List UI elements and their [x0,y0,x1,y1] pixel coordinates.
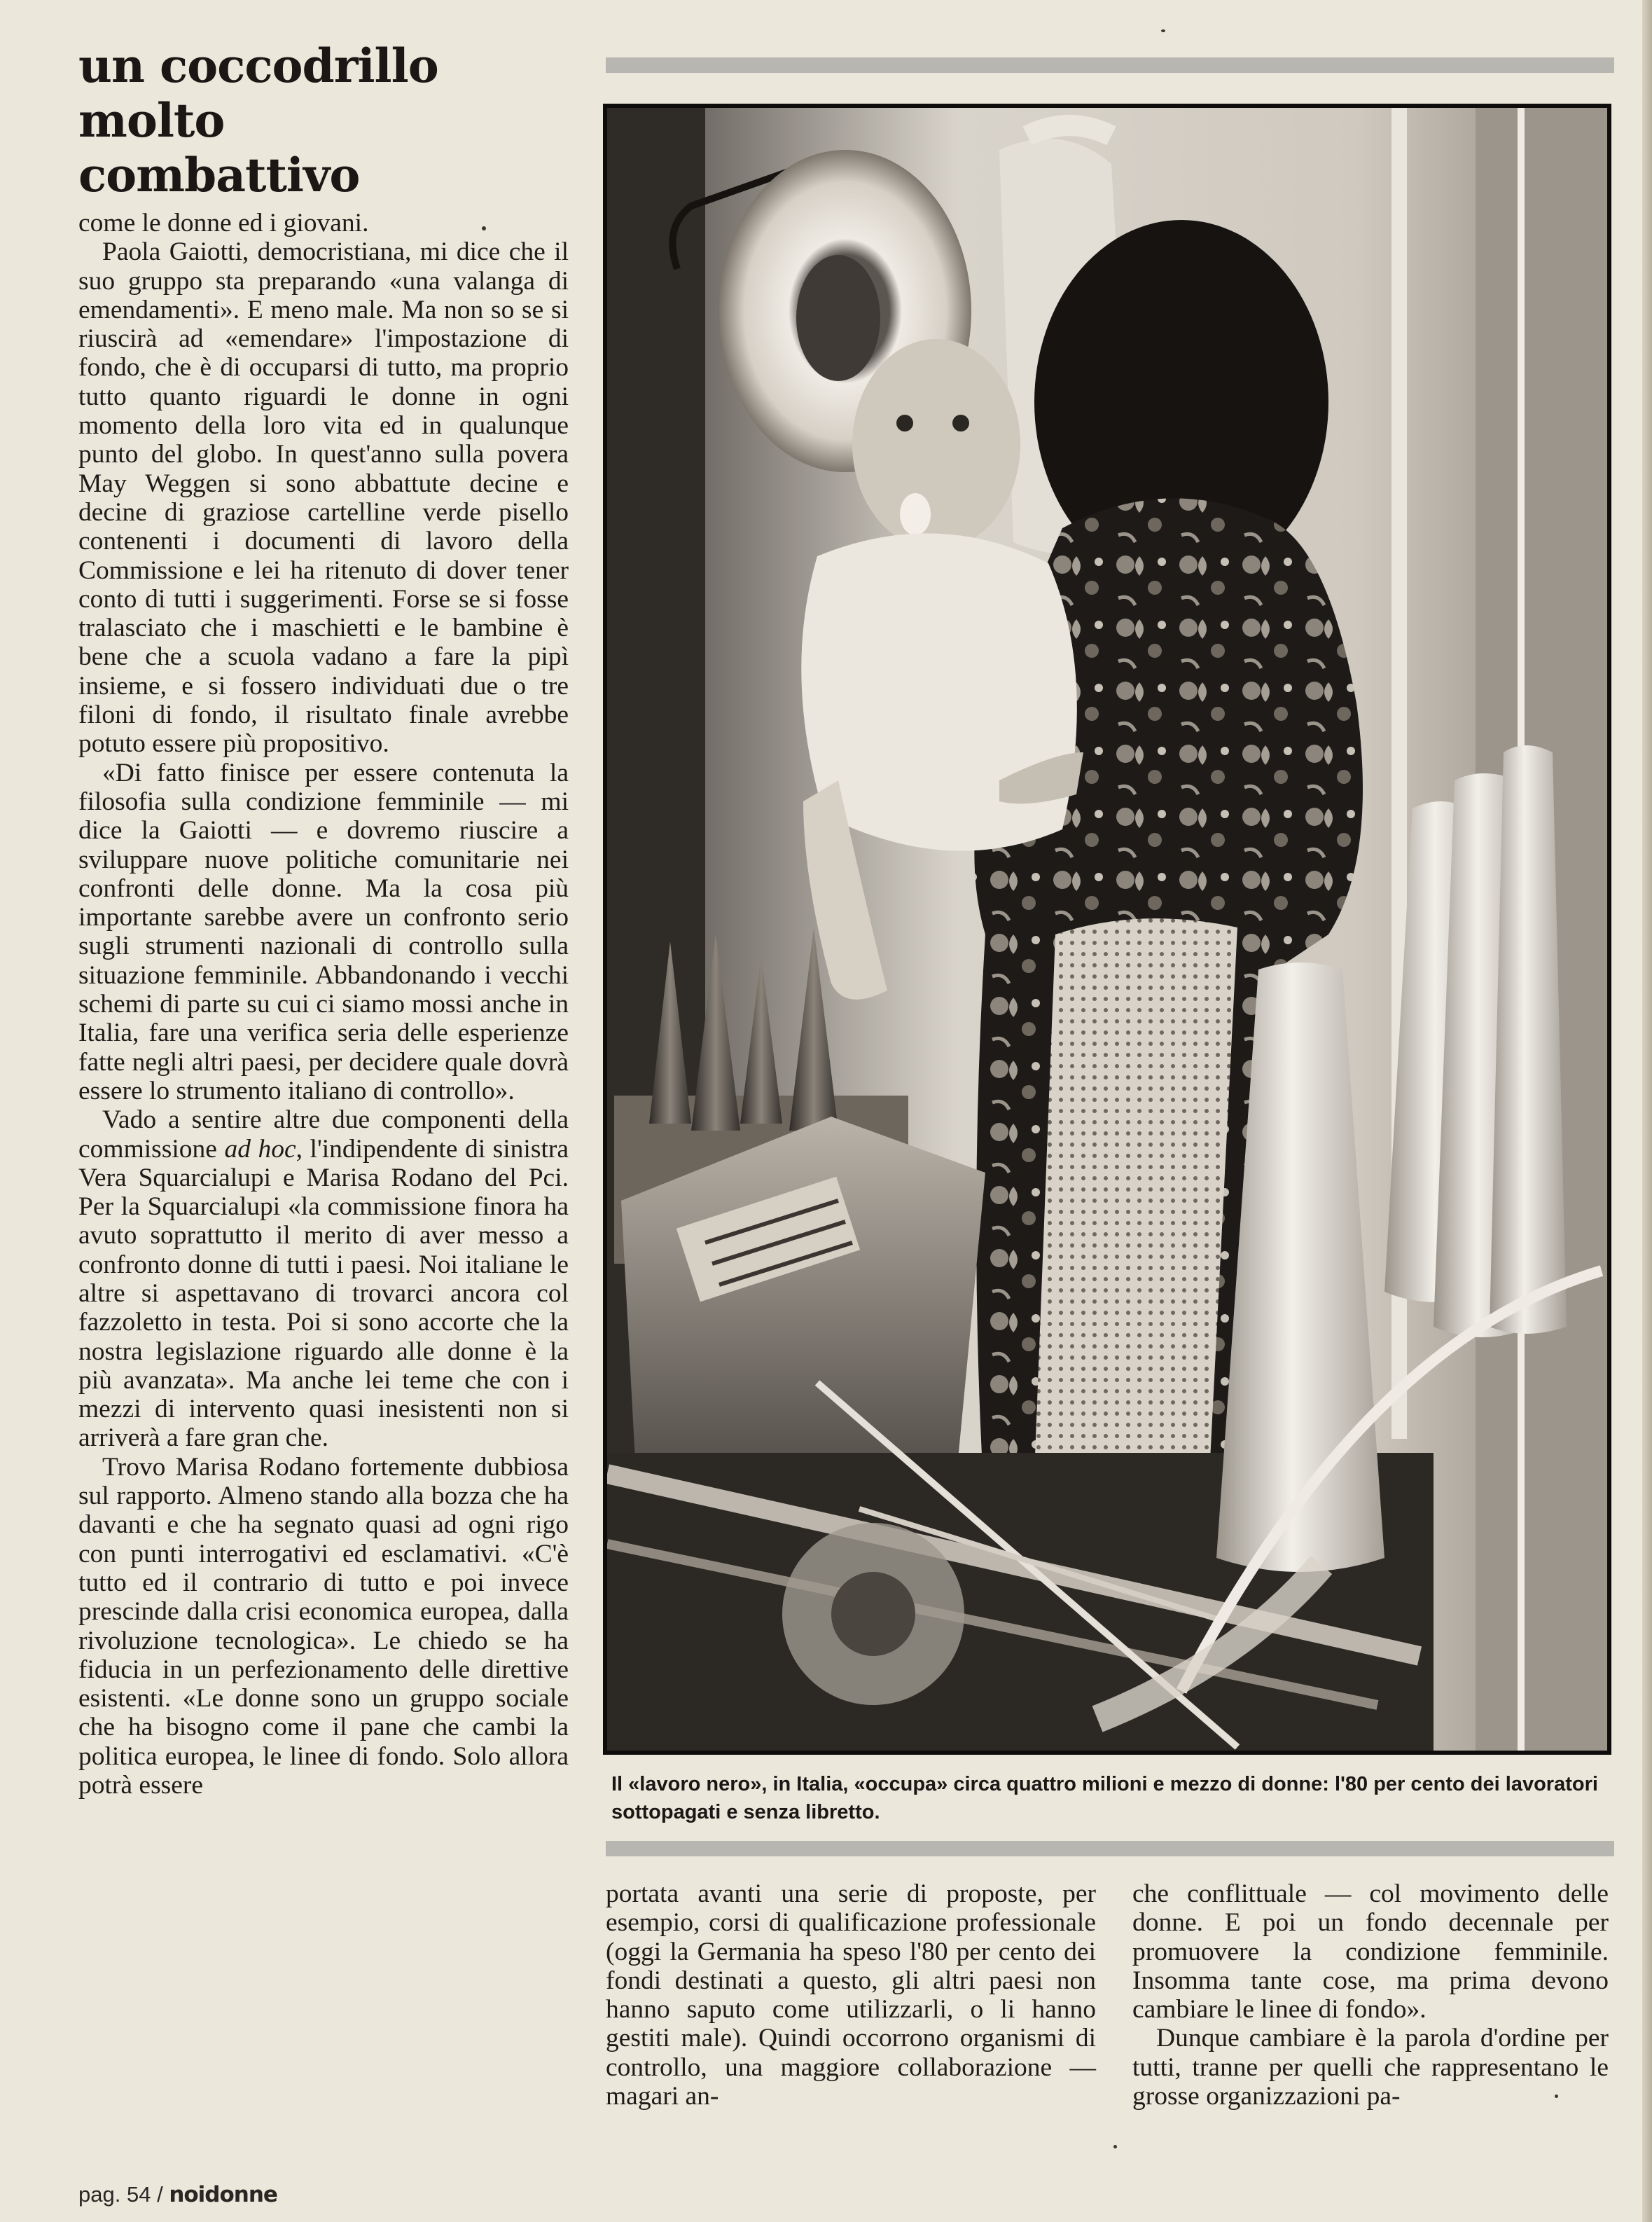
paragraph [78,1105,569,1453]
paragraph: che conflittuale — col movimento delle donne. E poi un fondo decennale per promuovere la condizione femminile. Insomma tante cose, ma prima devono cambiare le linee di fondo». [1132,1879,1609,2024]
page-edge [1642,0,1652,2222]
paragraph: come le donne ed i giovani. [78,209,369,237]
photo-caption: Il «lavoro nero», in Italia, «occupa» circa quattro milioni e mezzo di donne: l'80 per cento dei lavoratori sottopagati e senza libretto. [611,1773,1598,1823]
magazine-name: noidonne [169,2182,277,2207]
article-column-middle [606,1879,1096,2111]
paragraph: «Di fatto finisce per essere contenuta la filosofia sulla condizione femminile — mi dice la Gaiotti — e dovremo riuscire a sviluppare nuove politiche comunitarie nei confronti delle donne. Ma la cosa più importante sarebbe avere un confronto serio sugli strumenti nazionali di controllo sulla situazione femminile. Abbandonando i vecchi schemi di parte su cui ci siamo mossi anche in Italia, fare una verifica seria delle esperienze fatte negli altri paesi, per decidere quale dovrà essere lo strumento italiano di controllo». [78,758,569,1105]
paper-speck [1555,2095,1558,2098]
paper-speck [1113,2145,1117,2148]
headline [78,39,569,202]
paper-speck [482,226,486,230]
headline-line-1: un coccodrillo [78,39,438,93]
paper-speck [1161,29,1165,32]
middle-rule [606,1841,1614,1856]
article-column-left [78,209,569,2065]
page-footer [78,2182,277,2207]
footer-separator: / [157,2182,163,2207]
emphasis-ad-hoc: ad hoc [224,1134,296,1164]
text-run: Vado a sentire altre due componenti della commissione [78,1105,569,1164]
headline-line-3: combattivo [78,148,360,202]
paragraph: Dunque cambiare è la parola d'ordine per tutti, tranne per quelli che rappresentano le grosse organizzazioni pa- [1132,2024,1609,2111]
photo [603,104,1611,1755]
headline-line-2: molto [78,93,225,148]
top-rule [606,57,1614,73]
article-column-right [1132,1879,1609,2111]
photo-image [607,108,1607,1751]
paragraph: portata avanti una serie di proposte, per esempio, corsi di qualificazione professionale (oggi la Germania ha speso l'80 per cento dei fondi destinati a questo, gli altri paesi non hanno saputo come utilizzarli, o li hanno gestiti male). Quindi occorrono organismi di controllo, una maggiore collaborazione — magari an- [606,1879,1096,2111]
paragraph: Paola Gaiotti, democristiana, mi dice che il suo gruppo sta preparando «una valanga di emendamenti». E meno male. Ma non so se si riuscirà ad «emendare» l'impostazione di fondo, che è di occuparsi di tutto, ma proprio tutto quanto riguardi le donne in ogni momento della loro vita ed in qualunque punto del globo. In quest'anno sulla povera May Weggen si sono abbattute decine e decine di graziose cartelline verde pisello contenenti i documenti di lavoro della Commissione e lei ha ritenuto di dover tener conto di tutti i suggerimenti. Forse se si fosse tralasciato che i maschietti e le bambine è bene che a scuola vadano a fare la pipì insieme, e si fossero individuati due o tre filoni di fondo, il risultato finale avrebbe potuto essere più propositivo. [78,237,569,759]
page-number: pag. 54 [78,2182,151,2207]
paragraph: Trovo Marisa Rodano fortemente dubbiosa sul rapporto. Almeno stando alla bozza che ha davanti e che ha segnato quasi ad ogni rigo con punti interrogativi ed esclamativi. «C'è tutto ed il contrario di tutto e poi invece prescinde dalla crisi economica europea, dalla rivoluzione tecnologica». Le chiedo se ha fiducia in un perfezionamento delle direttive esistenti. «Le donne sono un gruppo sociale che ha bisogno come il pane che cambi la politica europea, le linee di fondo. Solo allora potrà essere [78,1452,569,1800]
text-run: , l'indipendente di sinistra Vera Squarcialupi e Marisa Rodano del Pci. Per la Squarcialupi «la commissione finora ha avuto soprattutto il merito di aver messo a confronto donne di tutti i paesi. Noi italiane le altre si aspettavano di trovarci ancora col fazzoletto in testa. Poi si sono accorte che la nostra legislazione riguardo alle donne è la più avanzata». Ma anche lei teme che con i mezzi di intervento quasi inesistenti non si arriverà a fare gran che. [78,1134,569,1453]
